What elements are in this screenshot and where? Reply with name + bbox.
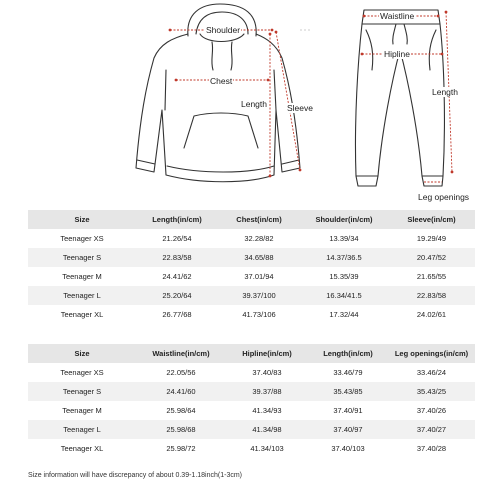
table-cell: 26.77/68 [136, 305, 218, 324]
header-cell: Sleeve(in/cm) [388, 210, 475, 229]
table-cell: 21.26/54 [136, 229, 218, 248]
table-cell: 37.01/94 [218, 267, 300, 286]
header-cell: Hipline(in/cm) [226, 344, 308, 363]
table-cell: 15.35/39 [300, 267, 388, 286]
hoodie-length-label: Length [241, 99, 267, 109]
table-row [28, 439, 475, 458]
table-cell: Teenager M [28, 401, 136, 420]
header-cell: Waistline(in/cm) [136, 344, 226, 363]
table-cell: 35.43/85 [308, 382, 388, 401]
table-header-row [28, 344, 475, 363]
chest-label: Chest [210, 76, 233, 86]
table-cell: 35.43/25 [388, 382, 475, 401]
table-cell: 22.83/58 [388, 286, 475, 305]
table-row [28, 420, 475, 439]
table-row [28, 286, 475, 305]
table-cell: 34.65/88 [218, 248, 300, 267]
table-cell: 22.83/58 [136, 248, 218, 267]
table-cell: 25.98/72 [136, 439, 226, 458]
table-cell: 37.40/83 [226, 363, 308, 382]
hoodie-size-table [28, 210, 475, 324]
table-cell: 37.40/91 [308, 401, 388, 420]
table-cell: 13.39/34 [300, 229, 388, 248]
table-cell: 25.98/68 [136, 420, 226, 439]
size-discrepancy-note: Size information will have discrepancy of about 0.39-1.18inch(1-3cm) [28, 472, 242, 479]
table-cell: 33.46/24 [388, 363, 475, 382]
table-cell: 19.29/49 [388, 229, 475, 248]
header-cell: Size [28, 210, 136, 229]
table-row [28, 305, 475, 324]
header-cell: Chest(in/cm) [218, 210, 300, 229]
table-header-row [28, 210, 475, 229]
table-cell: 33.46/79 [308, 363, 388, 382]
table-row [28, 401, 475, 420]
table-cell: Teenager L [28, 420, 136, 439]
table-cell: 37.40/28 [388, 439, 475, 458]
shoulder-label: Shoulder [206, 25, 241, 35]
table-row [28, 229, 475, 248]
table-cell: 21.65/55 [388, 267, 475, 286]
waistline-label: Waistline [380, 11, 415, 21]
table-cell: Teenager XS [28, 229, 136, 248]
table-cell: 32.28/82 [218, 229, 300, 248]
header-cell: Shoulder(in/cm) [300, 210, 388, 229]
table-cell: 41.34/103 [226, 439, 308, 458]
table-row [28, 382, 475, 401]
header-cell: Leg openings(in/cm) [388, 344, 475, 363]
table-cell: 16.34/41.5 [300, 286, 388, 305]
sleeve-label: Sleeve [287, 103, 313, 113]
table-cell: 41.73/106 [218, 305, 300, 324]
table-cell: 14.37/36.5 [300, 248, 388, 267]
table-cell: 22.05/56 [136, 363, 226, 382]
pants-size-table [28, 344, 475, 458]
leg-openings-label: Leg openings [418, 192, 470, 202]
table-cell: Teenager M [28, 267, 136, 286]
table-row [28, 363, 475, 382]
table-cell: 24.41/60 [136, 382, 226, 401]
table-cell: Teenager XL [28, 439, 136, 458]
table-cell: Teenager L [28, 286, 136, 305]
table-cell: 37.40/26 [388, 401, 475, 420]
table-cell: 25.20/64 [136, 286, 218, 305]
header-cell: Length(in/cm) [136, 210, 218, 229]
table-cell: Teenager XS [28, 363, 136, 382]
hipline-label: Hipline [384, 49, 410, 59]
table-row [28, 248, 475, 267]
table-cell: 37.40/27 [388, 420, 475, 439]
garment-illustration [0, 0, 488, 205]
table-cell: 37.40/103 [308, 439, 388, 458]
table-cell: 39.37/100 [218, 286, 300, 305]
table-cell: 41.34/98 [226, 420, 308, 439]
table-cell: Teenager S [28, 248, 136, 267]
table-cell: 37.40/97 [308, 420, 388, 439]
table-cell: 41.34/93 [226, 401, 308, 420]
table-cell: 25.98/64 [136, 401, 226, 420]
table-cell: 24.02/61 [388, 305, 475, 324]
pants-length-label: Length [432, 87, 458, 97]
pants-icon [355, 10, 444, 186]
header-cell: Length(in/cm) [308, 344, 388, 363]
table-cell: 17.32/44 [300, 305, 388, 324]
table-cell: Teenager XL [28, 305, 136, 324]
table-cell: 20.47/52 [388, 248, 475, 267]
table-row [28, 267, 475, 286]
header-cell: Size [28, 344, 136, 363]
table-cell: 24.41/62 [136, 267, 218, 286]
table-cell: Teenager S [28, 382, 136, 401]
table-cell: 39.37/88 [226, 382, 308, 401]
